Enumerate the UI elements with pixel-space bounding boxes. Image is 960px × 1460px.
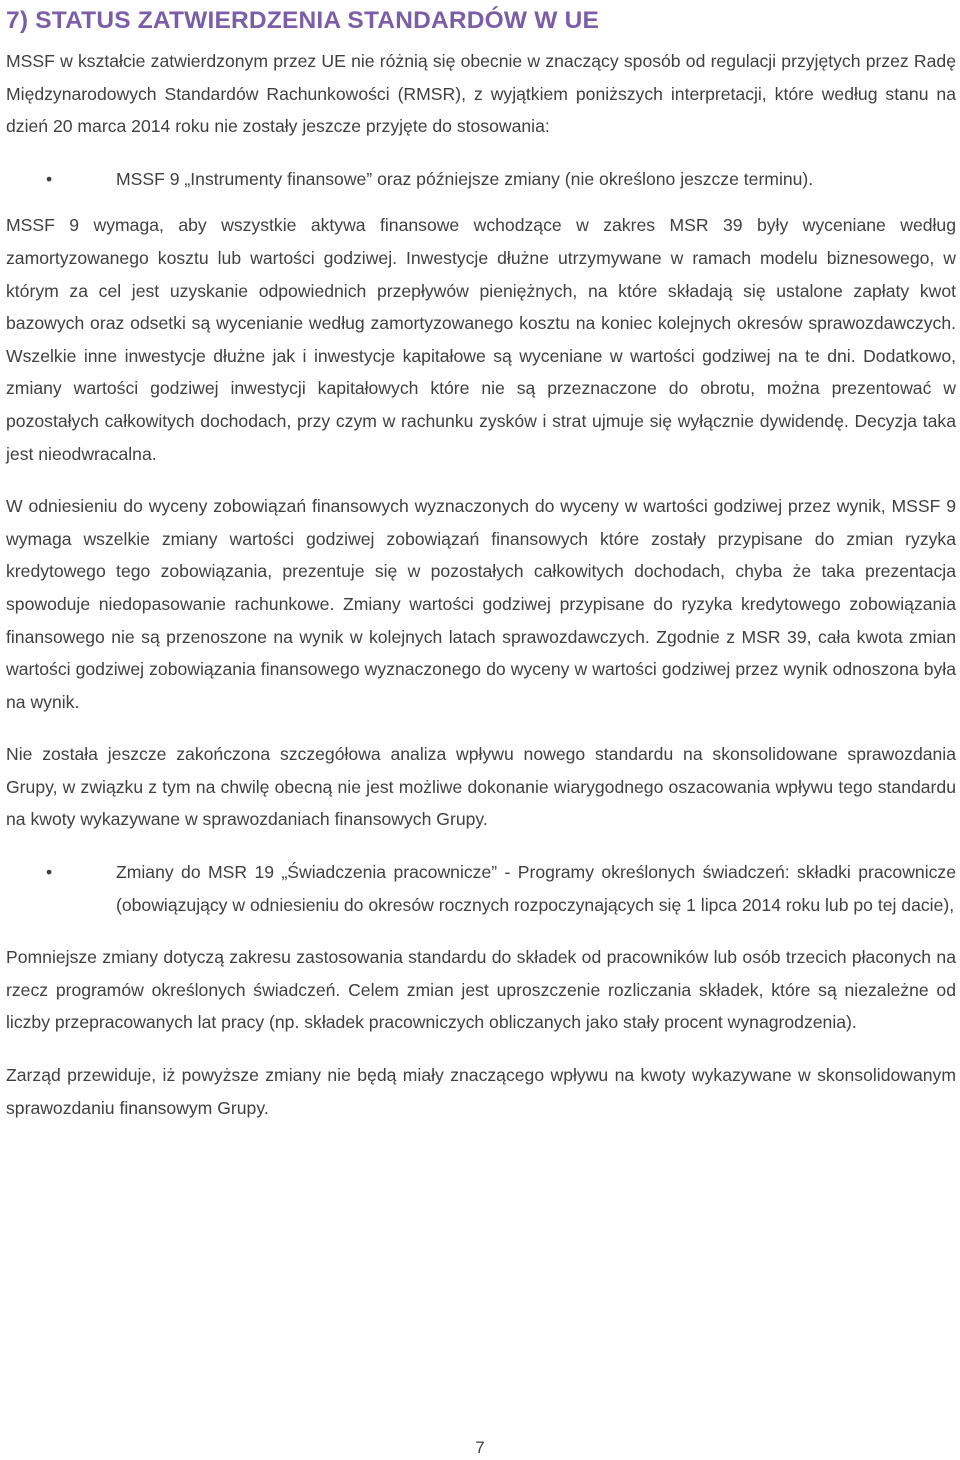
section-heading: 7) STATUS ZATWIERDZENIA STANDARDÓW W UE	[6, 7, 600, 34]
liabilities-paragraph: W odniesieniu do wyceny zobowiązań finansowych wyznaczonych do wyceny w wartości godziwej przez wynik, MSSF 9 wymaga wszelkie zmiany wartości godziwej zobowiązań finansowych które zostały przypisane do zmian ryzyka kredytowego tego zobowiązania, prezentuje się w pozostałych całkowitych dochodach, chyba że taka prezentacja spowoduje niedopasowanie rachunkowe. Zmiany wartości godziwej przypisane do ryzyka kredytowego zobowiązania finansowego nie są przenoszone na wynik w kolejnych latach sprawozdawczych. Zgodnie z MSR 39, cała kwota zmian wartości godziwej zobowiązania finansowego wyznaczonego do wyceny w wartości godziwej przez wynik odnoszona była na wynik.	[6, 496, 956, 712]
bullet-icon: •	[46, 168, 53, 189]
bullet-icon: •	[46, 862, 53, 883]
bullet-item-msr19	[6, 856, 956, 921]
bullet-text: MSSF 9 „Instrumenty finansowe” oraz późniejsze zmiany (nie określono jeszcze terminu).	[116, 168, 814, 189]
page-number: 7	[475, 1438, 485, 1457]
minor-changes-paragraph: Pomniejsze zmiany dotyczą zakresu zastosowania standardu do składek od pracowników lub osób trzecich płaconych na rzecz programów określonych świadczeń. Celem zmian jest uproszczenie rozliczania składek, które są niezależne od liczby przepracowanych lat pracy (np. składek pracowniczych obliczanych jako stały procent wynagrodzenia).	[6, 947, 956, 1033]
board-paragraph: Zarząd przewiduje, iż powyższe zmiany nie będą miały znaczącego wpływu na kwoty wykazywane w skonsolidowanym sprawozdaniu finansowym Grupy.	[6, 1065, 956, 1118]
analysis-paragraph: Nie została jeszcze zakończona szczegółowa analiza wpływu nowego standardu na skonsolidowane sprawozdania Grupy, w związku z tym na chwilę obecną nie jest możliwe dokonanie wiarygodnego oszacowania wpływu tego standardu na kwoty wykazywane w sprawozdaniach finansowych Grupy.	[6, 744, 956, 830]
mssf9-paragraph: MSSF 9 wymaga, aby wszystkie aktywa finansowe wchodzące w zakres MSR 39 były wyceniane według zamortyzowanego kosztu lub wartości godziwej. Inwestycje dłużne utrzymywane w ramach modelu biznesowego, w którym za cel jest uzyskanie odpowiednich przepływów pieniężnych, na które składają się ustalone zapłaty kwot bazowych oraz odsetki są wycenianie według zamortyzowanego kosztu na koniec kolejnych okresów sprawozdawczych. Wszelkie inne inwestycje dłużne jak i inwestycje kapitałowe są wyceniane w wartości godziwej na te dni. Dodatkowo, zmiany wartości godziwej inwestycji kapitałowych które nie są przeznaczone do obrotu, można prezentować w pozostałych całkowitych dochodach, przy czym w rachunku zysków i strat ujmuje się wyłącznie dywidendę. Decyzja taka jest nieodwracalna.	[6, 215, 956, 464]
document-page	[6, 0, 956, 1124]
bullet-text: Zmiany do MSR 19 „Świadczenia pracownicze” - Programy określonych świadczeń: składki pracownicze (obowiązujący w odniesieniu do okresów rocznych rozpoczynających się 1 lipca 2014 roku lub po tej dacie),	[116, 862, 956, 915]
intro-paragraph: MSSF w kształcie zatwierdzonym przez UE nie różnią się obecnie w znaczący sposób od regulacji przyjętych przez Radę Międzynarodowych Standardów Rachunkowości (RMSR), z wyjątkiem poniższych interpretacji, które według stanu na dzień 20 marca 2014 roku nie zostały jeszcze przyjęte do stosowania:	[6, 51, 956, 137]
bullet-item-mssf9	[6, 163, 956, 196]
